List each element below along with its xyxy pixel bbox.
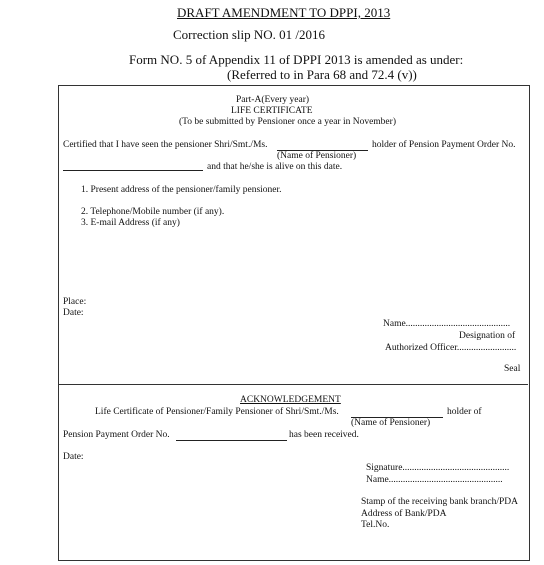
ack-received-text: has been received. [289, 430, 359, 440]
designation-label: Designation of [459, 331, 516, 341]
name-of-pensioner-caption: (Name of Pensioner) [277, 151, 357, 161]
tel-label: Tel.No. [361, 520, 390, 530]
stamp-label: Stamp of the receiving bank branch/PDA [361, 497, 518, 507]
alive-text: and that he/she is alive on this date. [207, 162, 343, 172]
date-label: Date: [63, 308, 84, 318]
officer-name-field: Name............................................ [383, 319, 511, 329]
ack-ppo-label: Pension Payment Order No. [63, 430, 170, 440]
ack-ppo-number-line[interactable] [176, 440, 287, 441]
correction-slip: Correction slip NO. 01 /2016 [173, 27, 326, 42]
ack-holder-of: holder of [447, 407, 482, 417]
ack-name-field: Name................................................ [366, 475, 503, 485]
part-label: Part-A(Every year) [236, 95, 310, 105]
ack-date-label: Date: [63, 452, 84, 462]
item-email: 3. E-mail Address (if any) [81, 218, 180, 228]
seal-label: Seal [504, 364, 521, 374]
submission-note: (To be submitted by Pensioner once a year in November) [179, 117, 396, 127]
place-label: Place: [63, 297, 87, 307]
acknowledgement-title: ACKNOWLEDGEMENT [240, 395, 341, 405]
bank-address-label: Address of Bank/PDA [361, 509, 447, 519]
document-title: DRAFT AMENDMENT TO DPPI, 2013 [177, 5, 391, 20]
ppo-number-line[interactable] [63, 170, 203, 171]
ack-name-of-pensioner-caption: (Name of Pensioner) [351, 418, 431, 428]
ack-certificate-text: Life Certificate of Pensioner/Family Pensioner of Shri/Smt./Ms. [95, 407, 339, 417]
item-telephone: 2. Telephone/Mobile number (if any). [81, 207, 225, 217]
holder-text: holder of Pension Payment Order No. [372, 140, 516, 150]
item-address: 1. Present address of the pensioner/family pensioner. [81, 185, 282, 195]
reference-note: (Referred to in Para 68 and 72.4 (v)) [227, 67, 417, 82]
form-title: LIFE CERTIFICATE [231, 106, 313, 116]
amendment-statement: Form NO. 5 of Appendix 11 of DPPI 2013 is amended as under: [129, 52, 464, 67]
certified-text: Certified that I have seen the pensioner Shri/Smt./Ms. [63, 140, 268, 150]
signature-field: Signature............................................. [366, 463, 510, 473]
authorized-officer-field: Authorized Officer......................... [385, 343, 517, 353]
section-divider [59, 384, 528, 385]
